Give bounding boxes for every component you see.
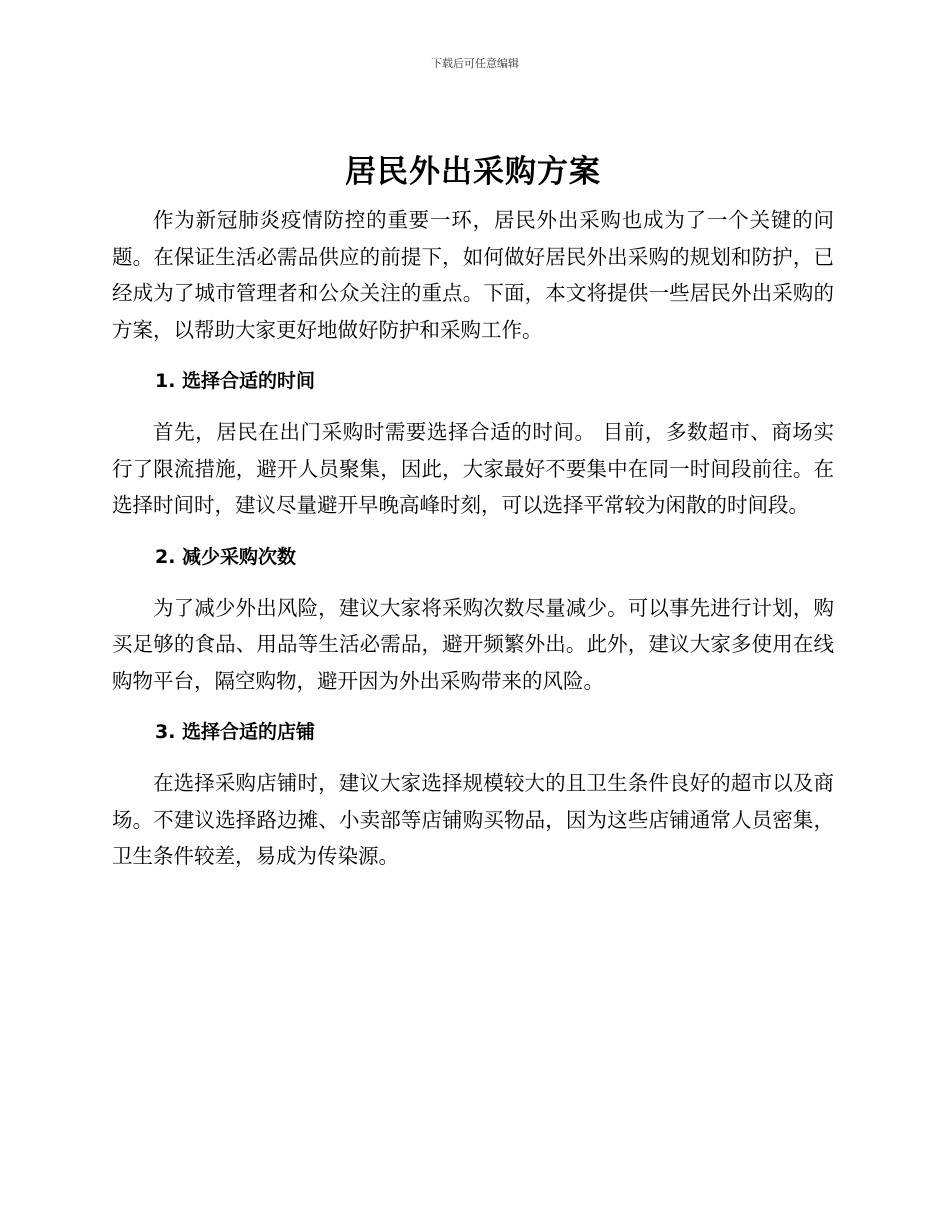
section-body-3: 在选择采购店铺时，建议大家选择规模较大的且卫生条件良好的超市以及商场。不建议选择路边摊、小卖部等店铺购买物品，因为这些店铺通常人员密集，卫生条件较差，易成为传染源。	[112, 771, 834, 868]
page-header: 下载后可任意编辑	[431, 57, 519, 70]
section-heading-1: 1. 选择合适的时间	[155, 370, 316, 392]
section-heading-2: 2. 减少采购次数	[155, 545, 297, 568]
intro-paragraph: 作为新冠肺炎疫情防控的重要一环，居民外出采购也成为了一个关键的问题。在保证生活必需品供应的前提下，如何做好居民外出采购的规划和防护，已经成为了城市管理者和公众关注的重点。下面，本文将提供一些居民外出采购的方案，以帮助大家更好地做好防护和采购工作。	[112, 208, 834, 342]
section-body-1: 首先，居民在出门采购时需要选择合适的时间。 目前，多数超市、商场实行了限流措施，避开人员聚集，因此，大家最好不要集中在同一时间段前往。在选择时间时，建议尽量避开早晚高峰时刻，可以选择平常较为闲散的时间段。	[112, 420, 834, 517]
document-title: 居民外出采购方案	[345, 154, 601, 190]
section-heading-3: 3. 选择合适的店铺	[155, 721, 316, 743]
document-body	[112, 148, 834, 875]
section-body-2: 为了减少外出风险，建议大家将采购次数尽量减少。可以事先进行计划，购买足够的食品、用品等生活必需品，避开频繁外出。此外，建议大家多使用在线购物平台，隔空购物，避开因为外出采购带来的风险。	[112, 595, 834, 693]
